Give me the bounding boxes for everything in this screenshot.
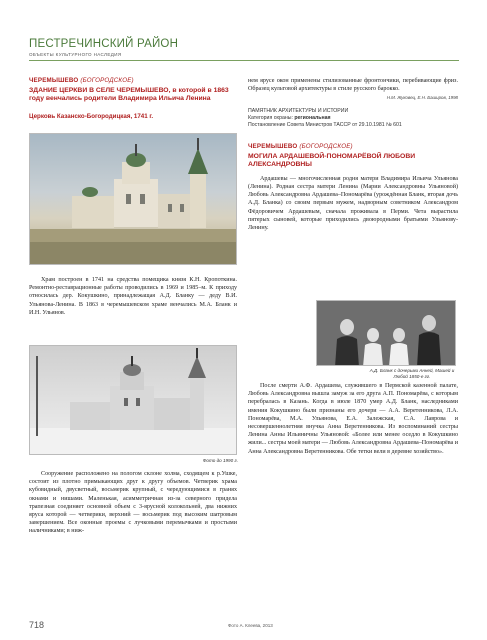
section-subtitle: ОБЪЕКТЫ КУЛЬТУРНОГО НАСЛЕДИЯ — [29, 52, 122, 57]
left-column — [29, 77, 237, 120]
location-alt-name: (БОГОРОДСКОЕ) — [80, 77, 134, 84]
location-name: ЧЕРЕМЫШЕВО — [29, 77, 79, 84]
page-header — [29, 38, 459, 57]
church-description-2: Сооружение расположено на пологом склоне холма, сходящем к р.Ушке, состоит из плотно примыкающих друг к другу объемов. Четверик храма кубовидный, двусветный, восьмерик крупный, с чередующимися в гранях окнами и нишами. Маленькая, асимметричная из-за северного придела трапезная соединяет основной объем с 3-ярусной колокольней, два нижних яруса которой — четверики, верхний — восьмерик под высоким шатровым завершением. Все оконные проемы с лучковыми перемычками и простыми наличниками; в ниж- — [29, 471, 237, 535]
header-divider — [29, 60, 459, 61]
article-heading: ЗДАНИЕ ЦЕРКВИ В СЕЛЕ ЧЕРЕМЫШЕВО, в которой в 1863 году венчались родители Владимира Ильича Ленина — [29, 87, 229, 102]
church-bw-illustration — [30, 346, 237, 455]
grave-heading: МОГИЛА АРДАШЕВОЙ-ПОНОМАРЁВОЙ ЛЮБОВИ АЛЕКСАНДРОВНЫ — [248, 152, 416, 168]
location-label-2 — [248, 143, 458, 150]
text-credit: Н.М. Жуковец, Е.Н. Баширов, 1998 — [386, 95, 458, 101]
location-label — [29, 77, 237, 84]
photo-credit: Фото А. Клеева, 2013 — [228, 623, 273, 628]
location-alt-name-2: (БОГОРОДСКОЕ) — [299, 142, 353, 150]
location-name-2: ЧЕРЕМЫШЕВО — [248, 142, 298, 150]
photo-caption-bw: Фото до 1990 г. — [202, 458, 238, 463]
church-description-cont: нем ярусе окон применены стилизованные фронтончики, перебивающие фриз. Образец культовой архитектуры в стиле русского барокко. — [248, 78, 458, 93]
church-description-1: Храм построен в 1741 на средства помещика князя К.Н. Кропоткина. Ремонтно-реставрационные работы проводились в 1969 и 1985–м. К приходу относилась дер. Кокушкино, принадлежащая А.Д. Бланку — деду В.И. Ульянова-Ленина. В 1863 в черемышевском храме венчались М.А. Бланк и И.Н. Ульянов. — [29, 277, 237, 316]
protection-value: региональная — [294, 115, 331, 122]
monument-label: ПАМЯТНИК АРХИТЕКТУРЫ И ИСТОРИИ — [248, 108, 349, 115]
article-subheading: Церковь Казанско-Богородицкая, 1741 г. — [29, 113, 154, 120]
protection-category — [248, 115, 458, 122]
page-number: 718 — [29, 620, 45, 630]
ardashev-description-2: После смерти А.Ф. Ардашева, служившего в Пермской казенной палате, Любовь Александровна вышла замуж за его друга А.П. Пономарёва, с которым перебралась в Казань. Когда в июле 1870 умер А.Д. Бланк, наследниками имения Кокушкино были признаны его дочери — А.А. Веретенникова, Л.А. Пономарёва, М.А. Ульянова, Е.А. Залежская, С.А. Лаврова и несовершеннолетняя внучка Анна Веретенникова. Из воспоминаний сестры Ленина Анны Ильиничны Ульяновой: «Более или менее оседло в Кокушкино жили... сестры моей матери — Любовь Александровна Ардашева–Пономарёва и Анна Александровна Веретенникова. Обе тетки вели в деревне хозяйство». — [248, 383, 458, 455]
section-title: ПЕСТРЕЧИНСКИЙ РАЙОН — [29, 38, 179, 50]
monument-info — [248, 108, 458, 128]
protection-label: Категория охраны: — [248, 115, 293, 122]
church-photo-bw — [29, 345, 237, 455]
ardashev-description-1: Ардашевы — многочисленная родня матери Владимира Ильича Ульянова (Ленина). Родная сестра матери Ленина (Марии Александровны Ульяновой) Любовь Александровна Ардашева–Пономарёва (урождённая Бланк, вторая дочь А.Д. Бланка) со своим первым мужем, надворным советником Александром Фёдоровичем Ардашевым, сначала проживала в Перми. Чета вырастила пятерых сыновей, которые приходились двоюродными братьями Ульянову-Ленину. — [248, 175, 458, 232]
right-column — [248, 77, 458, 232]
family-photo-caption: А.Д. Бланк с дочерьми Анней, Машей и Любой 1850-е гг. — [369, 368, 455, 379]
family-illustration — [317, 301, 456, 366]
decree: Постановление Совета Министров ТАССР от 29.10.1981 № 601 — [248, 122, 402, 128]
family-photo — [316, 300, 456, 366]
church-illustration — [30, 134, 237, 265]
church-photo-color — [29, 133, 237, 265]
